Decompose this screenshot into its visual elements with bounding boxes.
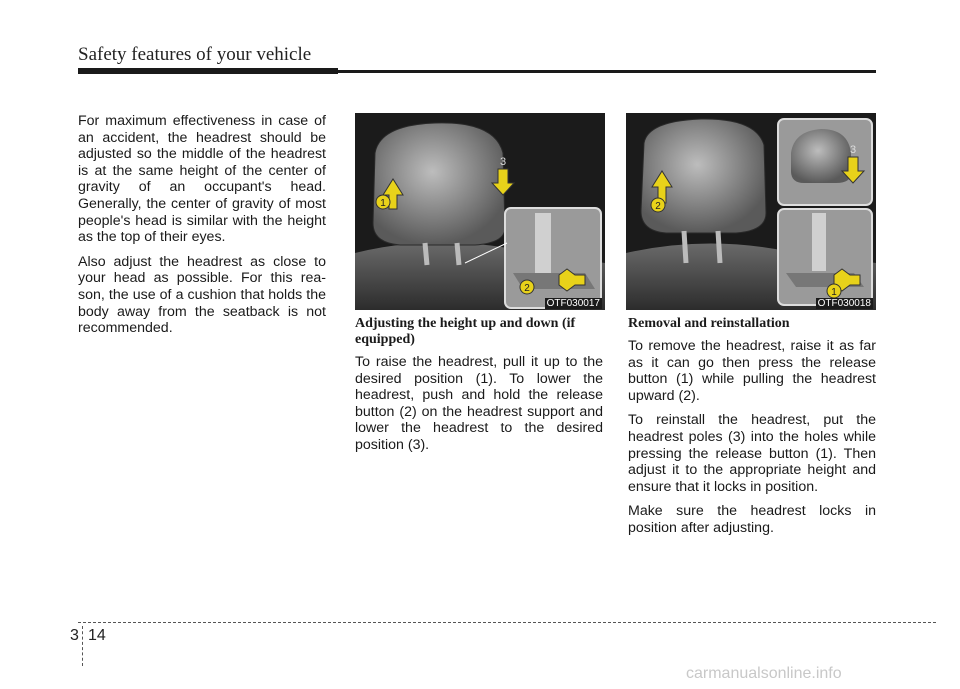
paragraph: To remove the headrest, raise it as far as it can go then press the release button (1) while pulling the headrest upward (2). — [628, 338, 876, 404]
figure-headrest-adjust — [355, 113, 605, 310]
paragraph: For maximum effectiveness in case of an accident, the headrest should be adjusted so the middle of the headrest is at the same height of the center of gravity of an occupant's head. Generally, the center of gravity of most people's head is similar with the height as the top of their eyes. — [78, 113, 326, 246]
figure-label: 1 — [831, 287, 837, 298]
footer-divider — [82, 626, 83, 666]
column-1 — [78, 113, 326, 345]
section-heading: Adjusting the height up and down (if equipped) — [355, 316, 576, 347]
figure-label: 2 — [655, 201, 661, 212]
figure-headrest-removal — [626, 113, 876, 310]
watermark: carmanualsonline.info — [686, 665, 842, 682]
section-heading: Removal and reinstallation — [628, 316, 790, 331]
paragraph: To reinstall the headrest, put the headrest poles (3) into the holes while pressing the release button (1). Then adjust it to the appropriate height and ensure that it locks in position. — [628, 412, 876, 495]
header-rule-accent — [78, 68, 338, 74]
figure-label: 1 — [380, 198, 386, 209]
page-number: 14 — [88, 627, 106, 644]
page-header-title: Safety features of your vehicle — [78, 44, 312, 65]
paragraph: To raise the headrest, pull it up to the desired position (1). To lower the headrest, push and hold the release button (2) on the headrest support and lower the headrest to the desired position (3). — [355, 354, 603, 453]
footer-rule — [78, 622, 936, 623]
figure-code: OTF030017 — [546, 298, 600, 309]
figure-code: OTF030018 — [817, 298, 871, 309]
column-3 — [628, 316, 876, 545]
paragraph: Also adjust the headrest as close to your head as possible. For this rea-son, the use of a cushion that holds the body away from the seatback is not recommended. — [78, 253, 326, 337]
figure-label: 2 — [524, 283, 530, 294]
chapter-number: 3 — [70, 627, 79, 644]
column-2 — [355, 316, 603, 462]
figure-label: 3 — [499, 156, 507, 168]
paragraph: Make sure the headrest locks in position after adjusting. — [628, 503, 876, 536]
figure-label: 3 — [849, 144, 857, 156]
